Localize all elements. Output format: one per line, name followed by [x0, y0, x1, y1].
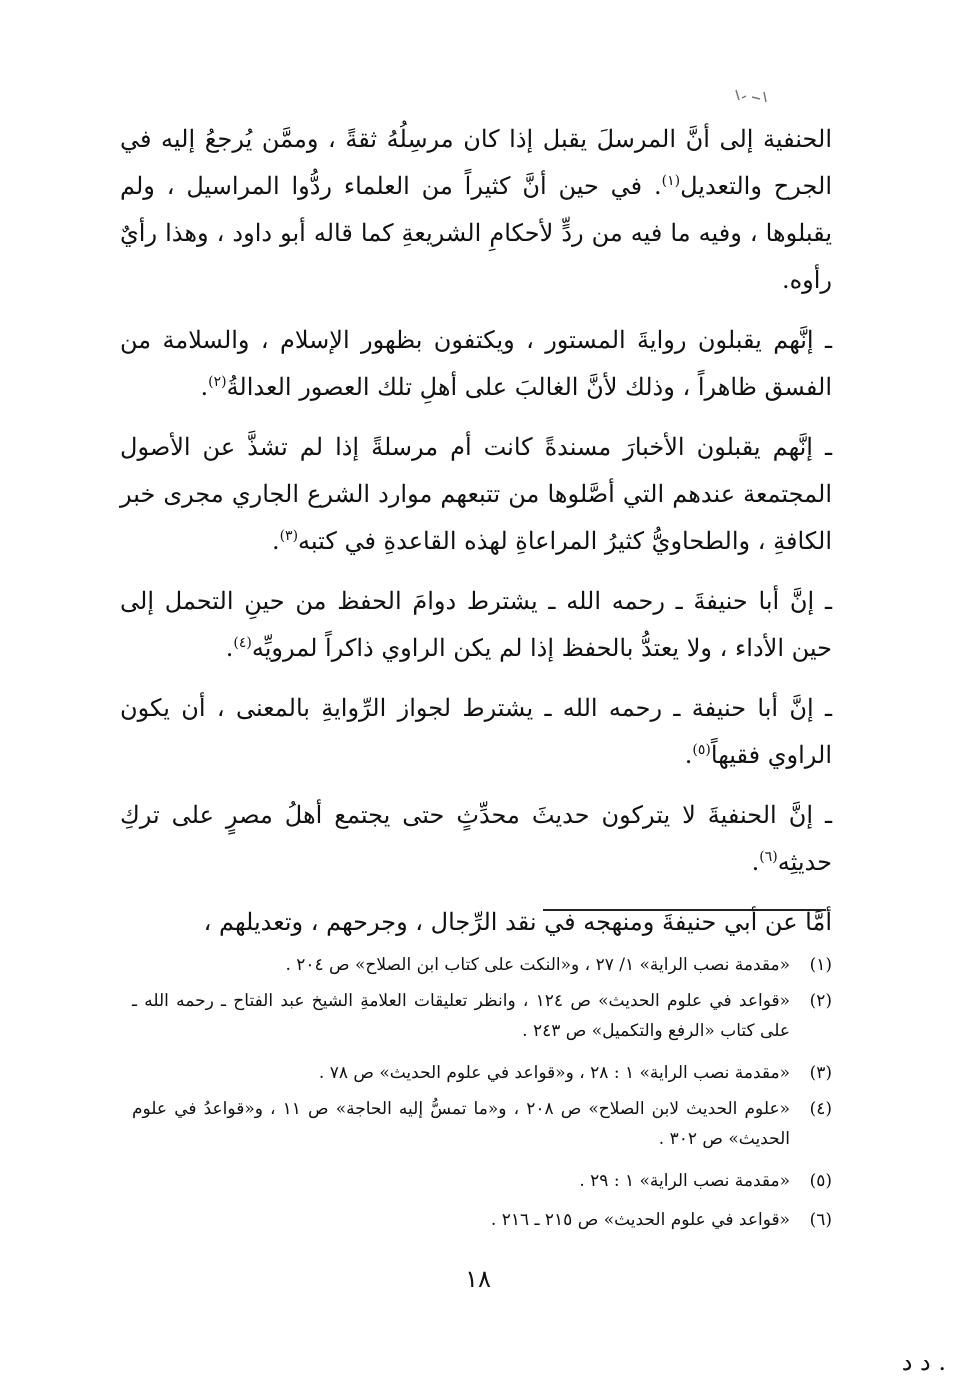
paragraph-5: ـ إنَّ أبا حنيفة ـ رحمه الله ـ يشترط لجواز الرِّوايةِ بالمعنى ، أن يكون الراوي فقيهاً$^{(٥)}$. — [120, 694, 832, 769]
page-number: ١٨ — [465, 1265, 491, 1293]
footnote-text: «مقدمة نصب الراية» ١ : ٢٨ ، و«قواعد في علوم الحديث» ص ٧٨ . — [318, 1063, 790, 1083]
footnote-number: (٣) — [809, 1063, 832, 1083]
footnote-1 — [132, 950, 832, 980]
main-text — [120, 116, 832, 946]
scan-smudge-mark — [730, 82, 770, 108]
footnote-number: (٥) — [809, 1171, 832, 1191]
paragraph-3: ـ إنَّهم يقبلون الأخبارَ مسندةً كانت أم مرسلةً إذا لم تشذَّ عن الأصول المجتمعة عندهم التي أصَّلوها من تتبعهم موارد الشرع الجاري مجرى خبر الكافةِ ، والطحاويُّ كثيرُ المراعاةِ لهذه القاعدةِ في كتبه$^{(٣)}$. — [120, 433, 832, 555]
footnote-ref-4: (٤) — [233, 635, 252, 651]
footnote-3 — [132, 1058, 832, 1088]
footnote-ref-1: (١) — [661, 173, 681, 189]
paragraph-1: الحنفية إلى أنَّ المرسلَ يقبل إذا كان مرسِلُهُ ثقةً ، وممَّن يُرجعُ إليه في الجرح والتعديل$^{(١)}$. في حين أنَّ كثيراً من العلماء ردُّوا المراسيل ، ولم يقبلوها ، وفيه ما فيه من ردٍّ لأحكامِ الشريعةِ كما قاله أبو داود ، وهذا رأيٌ رأوه. — [120, 125, 832, 294]
footnote-4 — [132, 1094, 832, 1154]
footnote-text: «مقدمة نصب الراية» ١ : ٢٩ . — [579, 1171, 790, 1191]
corner-handwritten-mark: . د د — [901, 1348, 946, 1376]
paragraph-6: ـ إنَّ الحنفيةَ لا يتركون حديثَ محدِّثٍ حتى يجتمع أهلُ مصرٍ على تركِ حديثِه$^{(٦)}$. — [120, 801, 832, 876]
footnote-ref-6: (٦) — [759, 849, 778, 865]
footnote-text: «مقدمة نصب الراية» ١/ ٢٧ ، و«النكت على كتاب ابن الصلاح» ص ٢٠٤ . — [285, 955, 790, 975]
footnote-number: (٤) — [809, 1099, 832, 1119]
paragraph-2: ـ إنَّهم يقبلون روايةَ المستور ، ويكتفون بظهور الإسلام ، والسلامة من الفسق ظاهراً ، وذلك لأنَّ الغالبَ على أهلِ تلك العصور العدالةُ$^{(٢)}$. — [120, 326, 832, 401]
footnote-text: «علوم الحديث لابن الصلاح» ص ٢٠٨ ، و«ما تمسُّ إليه الحاجة» ص ١١ ، و«قواعدُ في علوم الحديث» ص ٣٠٢ . — [132, 1099, 790, 1149]
paragraph-4: ـ إنَّ أبا حنيفةَ ـ رحمه الله ـ يشترط دوامَ الحفظ من حينِ التحمل إلى حين الأداء ، ولا يعتدُّ بالحفظ إذا لم يكن الراوي ذاكراً لمرويِّه$^{(٤)}$. — [120, 587, 832, 662]
footnote-2 — [132, 986, 832, 1046]
footnote-number: (٢) — [809, 991, 832, 1011]
footnote-number: (٦) — [809, 1210, 832, 1230]
paragraph-7: أمَّا عن أبي حنيفةَ ومنهجه في نقد الرِّجال ، وجرحهم ، وتعديلهم ، — [203, 908, 832, 936]
footnote-ref-5: (٥) — [692, 742, 711, 758]
footnote-ref-3: (٣) — [279, 528, 299, 544]
footnote-6 — [132, 1205, 832, 1235]
footnote-separator — [543, 909, 826, 911]
footnote-number: (١) — [809, 955, 832, 975]
footnote-ref-2: (٢) — [208, 374, 227, 390]
footnote-text: «قواعد في علوم الحديث» ص ٢١٥ ـ ٢١٦ . — [490, 1210, 790, 1230]
footnote-text: «قواعد في علوم الحديث» ص ١٢٤ ، وانظر تعليقات العلامةِ الشيخ عبد الفتاح ـ رحمه الله ـ على كتاب «الرفع والتكميل» ص ٢٤٣ . — [132, 991, 791, 1041]
footnote-5 — [132, 1166, 832, 1196]
